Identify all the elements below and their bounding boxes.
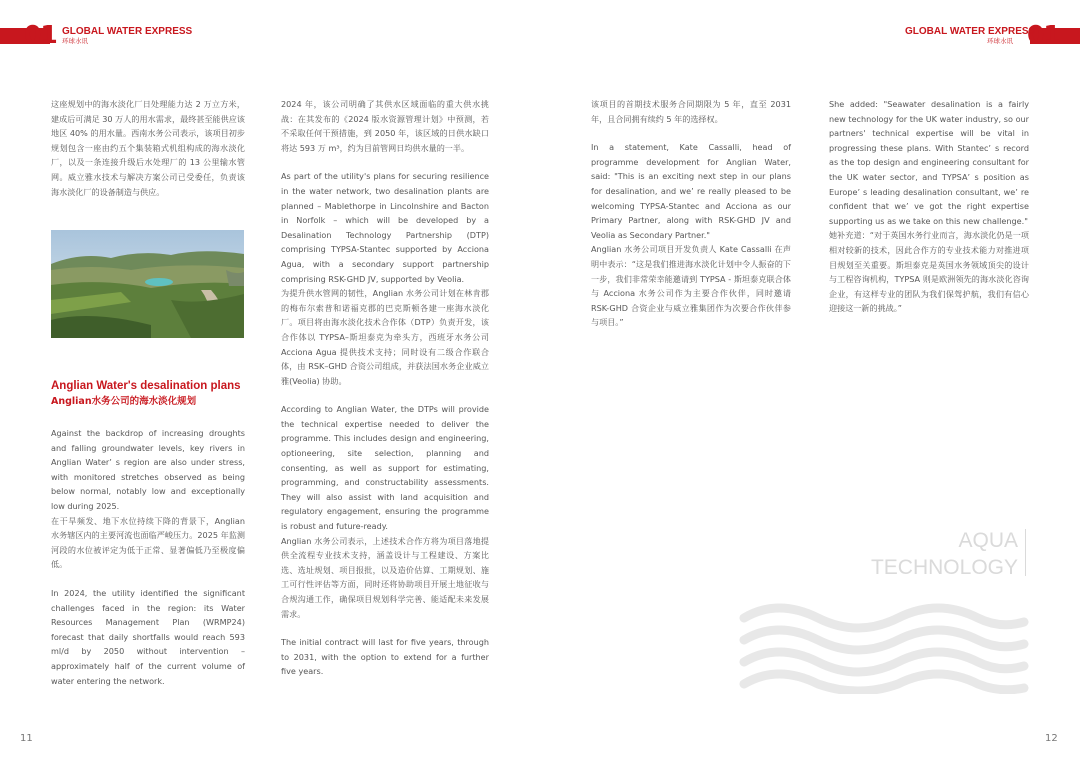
- header-right-section-number: 01: [1027, 20, 1060, 49]
- wave-line: [744, 630, 1024, 650]
- column-1-bottom: [51, 426, 245, 688]
- col3-paragraph-cn-statement: Anglian 水务公司项目开发负责人 Kate Cassalli 在声明中表示：“这是我们推进海水淡化计划中令人振奋的下一步，我们非常荣幸能邀请到 TYPSA - 斯坦泰克联合体与 Acciona 水务公司作为主要合作伙伴，同时邀请 RSK-GHD 合资企业与威立雅集团作为次要合作伙伴参与项目。”: [591, 244, 791, 328]
- wave-line: [744, 608, 1024, 628]
- watermark-line-aqua: AQUA: [958, 529, 1018, 552]
- wave-logo-graphic: [738, 598, 1030, 694]
- col2-paragraph-en-plants: As part of the utility's plans for securing resilience in the water network, two desalination plants are planned – Mablethorpe in Lincolnshire and Bacton in Norfolk – which will be developed by a Desalination Technology Partnership (DTP) comprising TYPSA-Stantec supported by Acciona Agua, with a secondary support partnership comprising RSK-GHD JV, supported by Veolia.: [281, 171, 489, 284]
- page-number-left: 11: [20, 733, 33, 744]
- col1-paragraph-cn-droughts: 在干旱频发、地下水位持续下降的背景下，Anglian 水务辖区内的主要河流也面临严峻压力。2025 年监测河段的水位被评定为低于正常、显著偏低乃至极度偏低。: [51, 515, 245, 570]
- wave-line: [744, 674, 1024, 691]
- column-4: [829, 97, 1029, 316]
- coastal-landscape-photo: [51, 230, 244, 338]
- header-left-section-number: 01: [24, 20, 57, 49]
- watermark-line-technology: TECHNOLOGY: [870, 556, 1018, 579]
- wave-line: [744, 652, 1024, 672]
- header-left-title: GLOBAL WATER EXPRESS: [62, 26, 193, 37]
- col4-paragraph-cn-quote: 她补充道：“对于英国水务行业而言，海水淡化仍是一项相对较新的技术，因此合作方的专业技术能力对推进项目规划至关重要。斯坦泰克是英国水务领域顶尖的设计与工程咨询机构，TYPSA 则是欧洲领先的海水淡化咨询企业，有这样专业的团队为我们保驾护航，我们有信心迎接这一新的挑战。”: [829, 230, 1029, 314]
- col2-paragraph-en-contract: The initial contract will last for five years, through to 2031, with the option to extend for a further five years.: [281, 637, 489, 677]
- page-number-right: 12: [1045, 733, 1058, 744]
- column-3: [591, 97, 791, 330]
- header-left-subtitle: 环球水讯: [62, 37, 88, 45]
- col3-paragraph-cn-contract: 该项目的首期技术服务合同期限为 5 年，直至 2031 年，且合同拥有续约 5 年的选择权。: [591, 99, 791, 124]
- col2-paragraph-en-dtp: According to Anglian Water, the DTPs will provide the technical expertise needed to deliver the programme. This includes design and engineering, optioneering, site selection, planning and consenting, as well as support for estimating, programming, and constructability assessments. They will also assist with land acquisition and regulatory engagement, ensuring the programme is robust and future-ready.: [281, 404, 489, 532]
- aqua-technology-watermark: [871, 527, 1018, 581]
- column-2: [281, 97, 489, 679]
- section-heading-chinese: Anglian水务公司的海水淡化规划: [51, 396, 197, 407]
- section-heading-english: Anglian Water's desalination plans: [51, 380, 241, 392]
- col1-paragraph-en-2024: In 2024, the utility identified the significant challenges faced in the region: its Water Resources Management Plan (WRMP24) forecast that daily shortfalls would reach 593 ml/d by 2050 without intervention – approximately half of the current volume of water entering the network.: [51, 587, 245, 686]
- col2-paragraph-cn-plants: 为提升供水管网的韧性，Anglian 水务公司计划在林肯郡的梅布尔索普和诺福克郡的巴克斯顿各建一座海水淡化厂。项目将由海水淡化技术合作体（DTP）负责开发，该合作体以 TYPSA–斯坦泰克为牵头方，西班牙水务公司 Acciona Agua 提供技术支持；同时设有二级合作联合体，由 RSK–GHD 合资公司组成，并获法国水务企业威立雅(Veolia) 协助。: [281, 288, 489, 386]
- col4-paragraph-en-quote: She added: "Seawater desalination is a fairly new technology for the UK water industry, so our partners' technical expertise will be vital in progressing these plans. With Stantec’ s record as the top design and engineering consultant for the UK water sector, and TYPSA’ s position as Europe’ s leading desalination consultant, we’ re confident that we’ ve got the right expertise supporting us as we take on this new challenge.": [829, 99, 1029, 226]
- col1-paragraph-cn-intro: 这座规划中的海水淡化厂日处理能力达 2 万立方米，建成后可满足 30 万人的用水需求，最终甚至能供应该地区 40% 的用水量。西南水务公司表示，该项目初步规划包含一座由约五个集装箱式机组构成的海水淡化厂，以及一条连接升级后水处理厂的 13 公里输水管网。威立雅水技术与解决方案公司已受委任，负责该海水淡化厂的设备制造与供应。: [51, 99, 245, 197]
- col3-paragraph-en-statement: In a statement, Kate Cassalli, head of programme development for Anglian Water, said: "This is an exciting next step in our plans for desalination, and we’ re really pleased to be welcoming TYPSA-Stantec and Acciona as our Primary Partner, along with RSK-GHD JV and Veolia as Secondary Partner.": [591, 142, 791, 240]
- col2-paragraph-cn-dtp: Anglian 水务公司表示，上述技术合作方将为项目落地提供全流程专业技术支持，涵盖设计与工程建设、方案比选、选址规划、项目报批，以及造价估算、工期规划、施工可行性评估等方面，同时还将协助项目开展土地征收与合规沟通工作，确保项目规划科学完善、能适配未来发展需求。: [281, 535, 489, 619]
- header-right-subtitle: 环球水讯: [987, 37, 1013, 45]
- header-right-title: GLOBAL WATER EXPRESS: [905, 26, 1036, 37]
- watermark-divider: [1025, 529, 1026, 576]
- column-1-top: [51, 97, 245, 199]
- landscape-image: [51, 230, 244, 338]
- col1-paragraph-en-droughts: Against the backdrop of increasing droughts and falling groundwater levels, key rivers in Anglian Water’ s region are also under stress, with monitored stretches observed as being below normal, notably low and exceptionally low during 2025.: [51, 428, 245, 511]
- col2-paragraph-cn-2024: 2024 年，该公司明确了其供水区域面临的重大供水挑战：在其发布的《2024 版水资源管理计划》中预测，若不采取任何干预措施，到 2050 年，该区域的日供水缺口将达 593 万 m³，约为目前管网日均供水量的一半。: [281, 99, 489, 153]
